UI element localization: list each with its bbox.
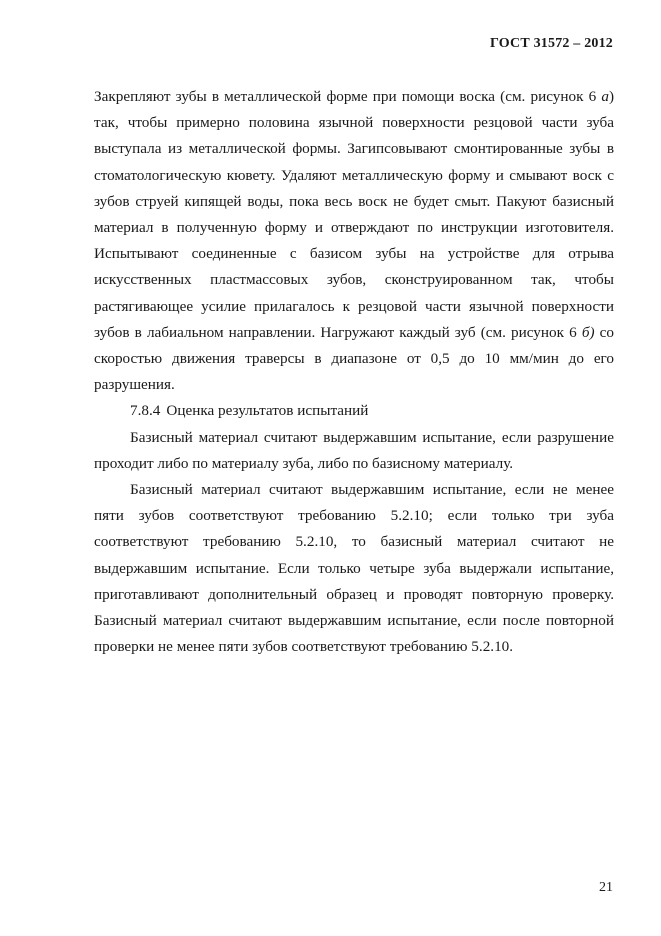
paragraph-evaluation-1: Базисный материал считают выдержавшим испытание, если разрушение проходит либо по материалу зуба, либо по базисному материалу. [94, 428, 614, 472]
document-body [94, 84, 614, 660]
section-number: 7.8.4 [130, 402, 161, 420]
paragraph-text: Закрепляют зубы в металлической форме при помощи воска (см. рисунок 6 [94, 88, 602, 105]
figure-ref-italic: б) [581, 323, 595, 341]
page-number: 21 [599, 880, 613, 895]
paragraph-text: со скоростью движения траверсы в диапазоне от 0,5 до 10 мм/мин до его разрушения. [94, 323, 614, 394]
document-header: ГОСТ 31572 – 2012 [490, 36, 613, 51]
paragraph-test-procedure [94, 84, 614, 398]
figure-ref-italic: а [601, 88, 609, 105]
section-title: Оценка результатов испытаний [166, 402, 369, 420]
paragraph-evaluation-2: Базисный материал считают выдержавшим испытание, если не менее пяти зубов соответствуют требованию 5.2.10; если только три зуба соответствуют требованию 5.2.10, то базисный материал считают не выдержавшим испытание. Если только четыре зуба выдержали испытание, приготавливают дополнительный образец и проводят повторную проверку. Базисный материал считают выдержавшим испытание, если после повторной проверки не менее пяти зубов соответствуют требованию 5.2.10. [94, 481, 614, 656]
paragraph-text: ) так, чтобы примерно половина язычной поверхности резцовой части зуба выступала из металлической формы. Загипсовывают смонтированные зубы в стоматологическую кювету. Удаляют металлическую форму и смывают воск с зубов струей кипящей воды, пока весь воск не будет смыт. Пакуют базисный материал в полученную форму и отверждают по инструкции изготовителя. Испытывают соединенные с базисом зубы на устройстве для отрыва искусственных пластмассовых зубов, сконструированном так, чтобы растягивающее усилие прилагалось к резцовой части язычной поверхности зубов в лабиальном направлении. Нагружают каждый зуб (см. рисунок 6 [94, 88, 614, 341]
section-heading [94, 398, 614, 424]
